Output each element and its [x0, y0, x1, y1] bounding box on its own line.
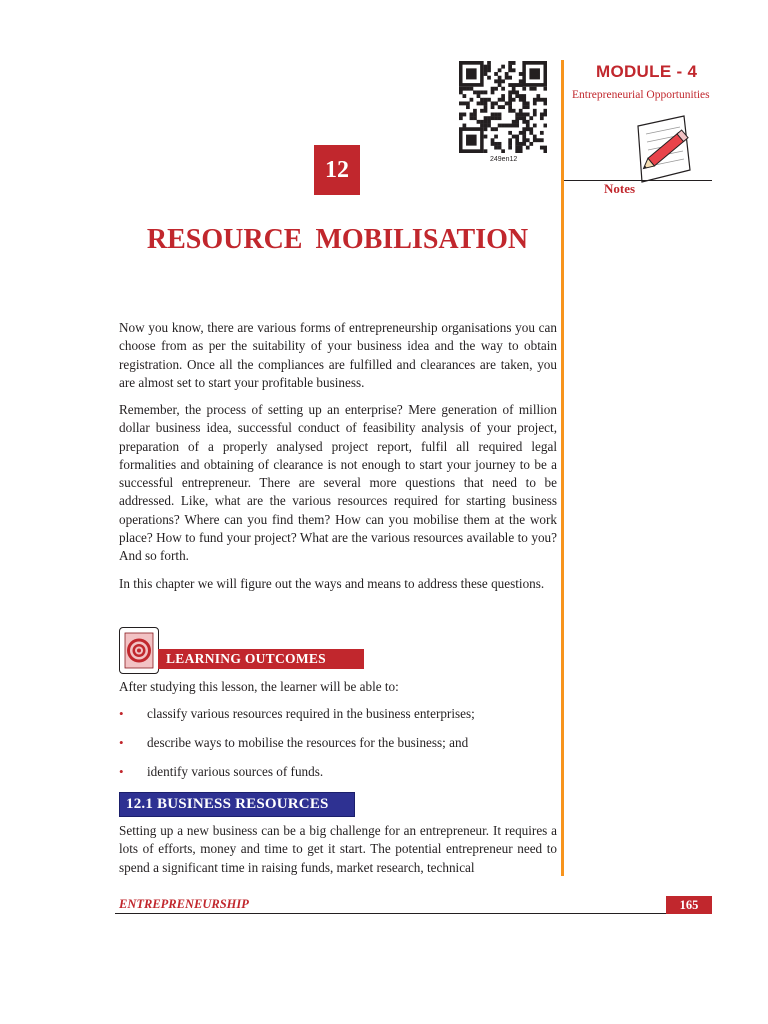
intro-paragraph: In this chapter we will figure out the ways and means to address these questions.: [119, 576, 545, 591]
chapter-title: RESOURCE MOBILISATION: [146, 224, 529, 255]
section-heading: 12.1 BUSINESS RESOURCES: [119, 792, 355, 817]
learning-outcomes-heading: LEARNING OUTCOMES: [158, 649, 364, 669]
list-item-text: describe ways to mobilise the resources for the business; and: [147, 735, 469, 750]
qr-code-icon: [459, 61, 547, 153]
module-title: MODULE - 4: [596, 62, 698, 81]
footer-title: ENTREPRENEURSHIP: [119, 897, 249, 911]
notes-rule: [564, 180, 712, 181]
bullet-icon: •: [119, 706, 124, 721]
page-number: 165: [666, 896, 712, 914]
footer-rule: [115, 913, 712, 914]
list-item-text: identify various sources of funds.: [147, 764, 324, 779]
bullet-icon: •: [119, 735, 124, 750]
notes-label: Notes: [604, 181, 636, 196]
list-item-text: classify various resources required in the business enterprises;: [147, 706, 475, 721]
section-paragraph: Setting up a new business can be a big challenge for an entrepreneur. It requires a lots of efforts, money and time to get it start. The potential entrepreneur need to spend a significant time in raising funds, market research, technical: [119, 823, 557, 875]
chapter-number: 12: [314, 145, 360, 195]
intro-paragraph: Remember, the process of setting up an enterprise? Mere generation of million dollar business idea, successful conduct of feasibility analysis of your project, preparation of a properly analysed project report, fulfil all required legal formalities and obtaining of clearance is not enough to start your journey to be a successful entrepreneur. There are several more questions that need to be addressed. Like, what are the various resources required for starting business operations? Where can you find them? How can you mobilise them at the work place? How to fund your project? What are the various resources available to you? And so forth.: [119, 402, 557, 564]
list-item: [119, 706, 475, 722]
qr-caption: 249en12: [490, 156, 518, 163]
learning-outcomes-intro: After studying this lesson, the learner will be able to:: [119, 679, 399, 694]
margin-divider: [561, 60, 564, 876]
bullet-icon: •: [119, 764, 124, 779]
list-item: [119, 764, 323, 780]
target-icon: [119, 627, 159, 674]
intro-paragraph: Now you know, there are various forms of entrepreneurship organisations you can choose from as per the suitability of your business idea and the way to obtain registration. Once all the compliances are fulfilled and clearances are taken, you are almost set to start your profitable business.: [119, 320, 557, 390]
module-subtitle: Entrepreneurial Opportunities: [572, 89, 710, 101]
pencil-and-paper-icon: [628, 112, 700, 184]
list-item: [119, 735, 468, 751]
